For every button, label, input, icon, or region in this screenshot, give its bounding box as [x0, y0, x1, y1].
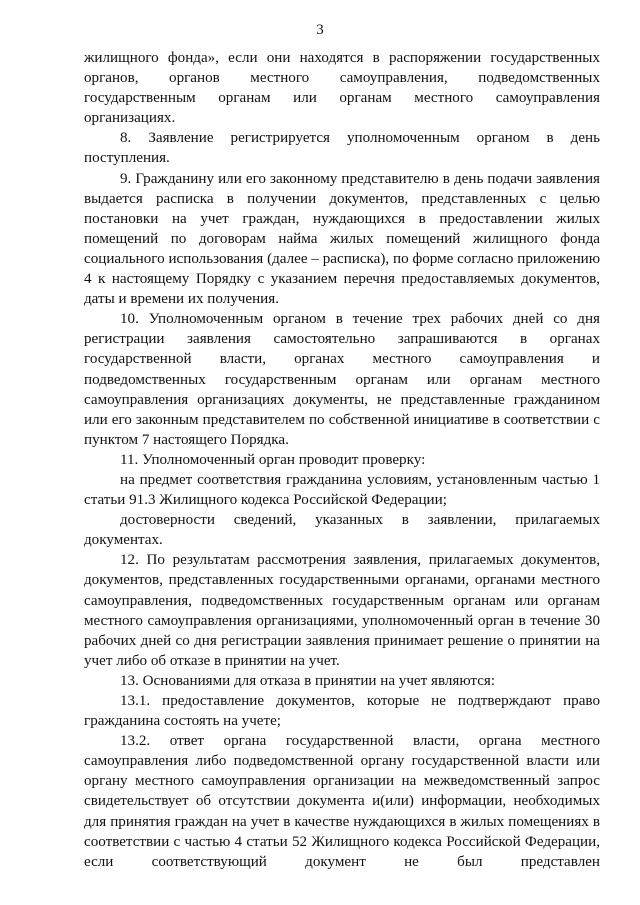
paragraph-item-12: 12. По результатам рассмотрения заявления, прилагаемых документов, документов, представленных государственными органами, органами местного самоуправления, подведомственных государственным органам или органам местного самоуправления организациями, уполномоченный орган в течение 30 рабочих дней со дня регистрации заявления принимает решение о принятии на учет либо об отказе в принятии на учет.: [84, 552, 600, 669]
paragraph-item-9: 9. Гражданину или его законному представителю в день подачи заявления выдается расписка в получении документов, представленных с целью постановки на учет граждан, нуждающихся в предоставлении жилых помещений по договорам найма жилых помещений жилищного фонда социального использования (далее – расписка), по форме согласно приложению 4 к настоящему Порядку с указанием перечня предоставляемых документов, даты и времени их получения.: [84, 170, 600, 308]
paragraph-item-13-1: 13.1. предоставление документов, которые не подтверждают право гражданина состоять на учете;: [84, 693, 600, 730]
paragraph-item-8: 8. Заявление регистрируется уполномоченным органом в день поступления.: [84, 130, 600, 167]
paragraph-item-13-2: 13.2. ответ органа государственной власти, органа местного самоуправления либо подведомственной органу государственной власти или органу местного самоуправления организации на межведомственный запрос свидетельствует об отсутствии документа и(или) информации, необходимых для принятия граждан на учет в качестве нуждающихся в жилых помещениях в соответствии с частью 4 статьи 52 Жилищного кодекса Российской Федерации, если соответствующий документ не был представлен: [84, 733, 600, 870]
paragraph-item-11-check-2: достоверности сведений, указанных в заявлении, прилагаемых документах.: [84, 512, 600, 549]
paragraph-item-10: 10. Уполномоченным органом в течение трех рабочих дней со дня регистрации заявления самостоятельно запрашиваются в органах государственной власти, органах местного самоуправления и подведомственных государственным органам или органам местного самоуправления организациях документы, не представленные гражданином или его законным представителем по собственной инициативе в соответствии с пунктом 7 настоящего Порядка.: [84, 311, 600, 448]
paragraph-item-11-check-1: на предмет соответствия гражданина условиям, установленным частью 1 статьи 91.3 Жилищного кодекса Российской Федерации;: [84, 471, 600, 509]
paragraph-item-11: 11. Уполномоченный орган проводит проверку:: [120, 451, 426, 468]
document-body: [84, 48, 600, 872]
paragraph-item-13: 13. Основаниями для отказа в принятии на учет являются:: [120, 672, 496, 689]
paragraph-continuation: жилищного фонда», если они находятся в распоряжении государственных органов, органов местного самоуправления, подведомственных государственным органам или органам местного самоуправления организациях.: [84, 50, 600, 127]
page-number: 3: [316, 22, 324, 38]
